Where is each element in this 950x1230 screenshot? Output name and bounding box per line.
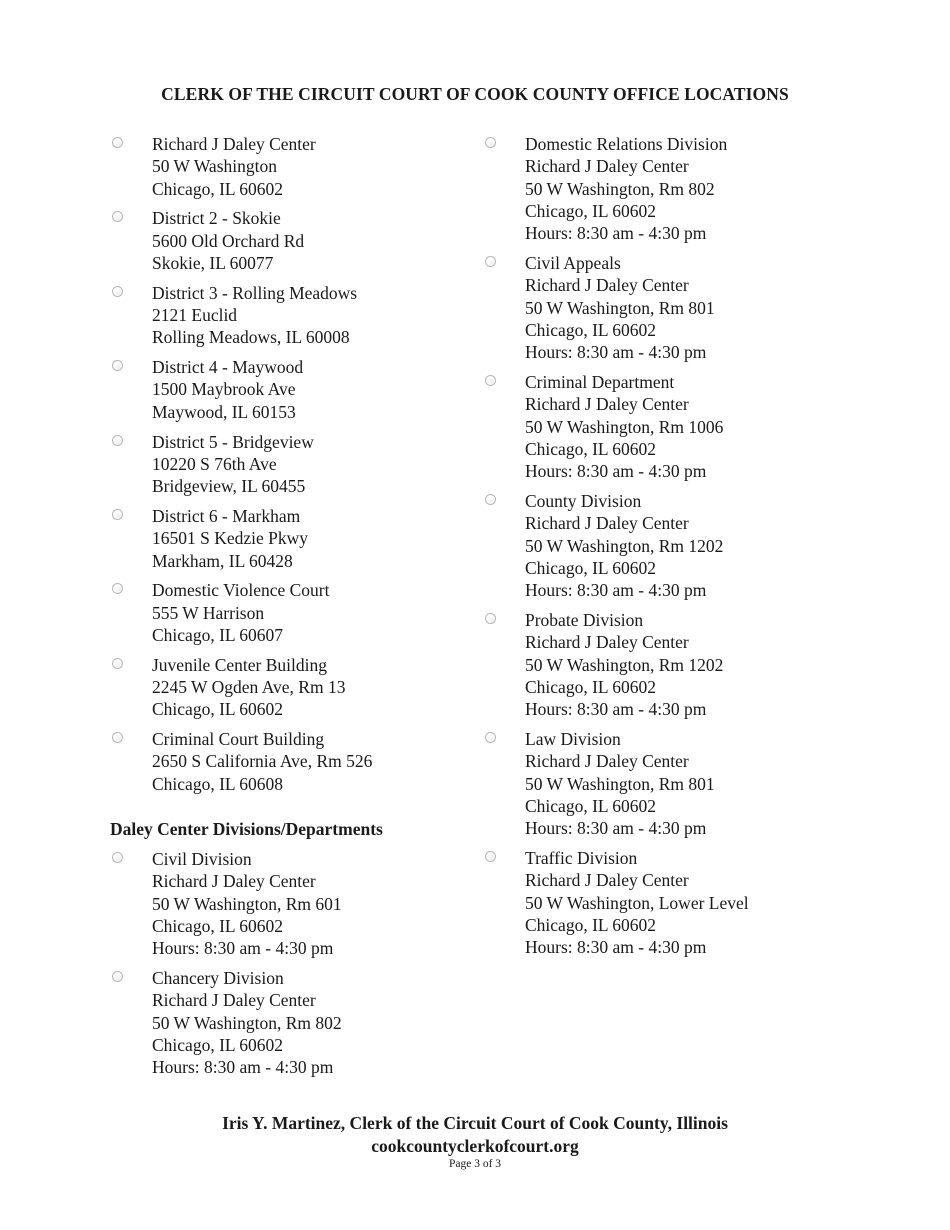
office-hours: Hours: 8:30 am - 4:30 pm xyxy=(525,699,707,720)
address-street: 50 W Washington, Rm 801 xyxy=(525,773,715,794)
address-city: Chicago, IL 60602 xyxy=(525,914,657,935)
list-item xyxy=(110,848,470,959)
section-heading: Daley Center Divisions/Departments xyxy=(110,819,383,840)
list-item xyxy=(110,356,470,423)
radio-bullet-icon xyxy=(485,732,496,743)
right-column xyxy=(483,133,883,966)
page-title: CLERK OF THE CIRCUIT COURT OF COOK COUNTY OFFICE LOCATIONS xyxy=(161,84,789,104)
location-name: Domestic Violence Court xyxy=(152,580,330,601)
list-item xyxy=(483,371,883,482)
list-item xyxy=(483,490,883,601)
building-name: Richard J Daley Center xyxy=(525,156,689,177)
location-name: Juvenile Center Building xyxy=(152,654,327,675)
address-street: 50 W Washington, Rm 1202 xyxy=(525,654,724,675)
location-name: District 5 - Bridgeview xyxy=(152,431,314,452)
address-street: 50 W Washington, Rm 802 xyxy=(152,1012,342,1033)
address-city: Chicago, IL 60602 xyxy=(525,200,657,221)
building-name: Richard J Daley Center xyxy=(152,871,316,892)
list-item xyxy=(110,133,470,200)
office-hours: Hours: 8:30 am - 4:30 pm xyxy=(152,1057,334,1078)
list-item xyxy=(110,505,470,572)
radio-bullet-icon xyxy=(485,256,496,267)
list-item xyxy=(483,252,883,363)
address-city: Markham, IL 60428 xyxy=(152,550,293,571)
division-name: Traffic Division xyxy=(525,847,638,868)
address-city: Chicago, IL 60602 xyxy=(152,178,284,199)
radio-bullet-icon xyxy=(112,286,123,297)
list-item xyxy=(110,967,470,1078)
list-item xyxy=(110,654,470,721)
address-street: 50 W Washington, Rm 601 xyxy=(152,893,342,914)
list-item xyxy=(110,728,470,795)
building-name: Richard J Daley Center xyxy=(525,513,689,534)
address-street: 2650 S California Ave, Rm 526 xyxy=(152,751,373,772)
left-column xyxy=(110,133,470,1086)
radio-bullet-icon xyxy=(112,732,123,743)
location-name: District 6 - Markham xyxy=(152,505,301,526)
radio-bullet-icon xyxy=(112,509,123,520)
address-city: Chicago, IL 60602 xyxy=(525,319,657,340)
division-name: County Division xyxy=(525,490,642,511)
list-item xyxy=(483,133,883,244)
division-name: Chancery Division xyxy=(152,968,284,988)
radio-bullet-icon xyxy=(112,360,123,371)
list-item xyxy=(110,431,470,498)
location-list xyxy=(110,133,470,795)
building-name: Richard J Daley Center xyxy=(525,275,689,296)
list-item xyxy=(110,207,470,274)
radio-bullet-icon xyxy=(485,613,496,624)
location-name: District 4 - Maywood xyxy=(152,357,304,378)
radio-bullet-icon xyxy=(112,137,123,148)
location-name: District 3 - Rolling Meadows xyxy=(152,282,358,303)
address-city: Chicago, IL 60602 xyxy=(152,1034,284,1055)
building-name: Richard J Daley Center xyxy=(525,632,689,653)
division-name: Domestic Relations Division xyxy=(525,134,728,154)
list-item xyxy=(483,728,883,839)
address-city: Chicago, IL 60602 xyxy=(525,676,657,697)
division-name: Probate Division xyxy=(525,609,644,630)
address-city: Chicago, IL 60607 xyxy=(152,624,284,645)
address-street: 2245 W Ogden Ave, Rm 13 xyxy=(152,677,346,698)
radio-bullet-icon xyxy=(485,494,496,505)
address-street: 50 W Washington, Rm 1006 xyxy=(525,416,724,437)
location-name: Criminal Court Building xyxy=(152,729,325,750)
radio-bullet-icon xyxy=(112,435,123,446)
address-city: Rolling Meadows, IL 60008 xyxy=(152,327,350,348)
address-street: 16501 S Kedzie Pkwy xyxy=(152,528,309,549)
office-hours: Hours: 8:30 am - 4:30 pm xyxy=(525,580,707,601)
division-name: Civil Appeals xyxy=(525,252,621,273)
building-name: Richard J Daley Center xyxy=(152,990,316,1011)
radio-bullet-icon xyxy=(112,658,123,669)
address-street: 5600 Old Orchard Rd xyxy=(152,230,305,251)
address-city: Chicago, IL 60602 xyxy=(525,438,657,459)
division-list xyxy=(110,848,470,1078)
address-street: 50 W Washington, Lower Level xyxy=(525,892,749,913)
location-name: Richard J Daley Center xyxy=(152,134,316,154)
radio-bullet-icon xyxy=(112,211,123,222)
address-street: 50 W Washington, Rm 1202 xyxy=(525,535,724,556)
list-item xyxy=(483,609,883,720)
page-number: Page 3 of 3 xyxy=(448,1158,502,1170)
office-hours: Hours: 8:30 am - 4:30 pm xyxy=(525,937,707,958)
address-city: Chicago, IL 60602 xyxy=(525,557,657,578)
radio-bullet-icon xyxy=(112,583,123,594)
address-city: Bridgeview, IL 60455 xyxy=(152,476,306,497)
office-hours: Hours: 8:30 am - 4:30 pm xyxy=(525,223,707,244)
address-street: 50 W Washington, Rm 802 xyxy=(525,178,715,199)
radio-bullet-icon xyxy=(485,375,496,386)
list-item xyxy=(110,579,470,646)
footer-clerk-name: Iris Y. Martinez, Clerk of the Circuit Court of Cook County, Illinois xyxy=(222,1113,728,1133)
building-name: Richard J Daley Center xyxy=(525,870,689,891)
list-item xyxy=(110,282,470,349)
radio-bullet-icon xyxy=(112,971,123,982)
address-city: Maywood, IL 60153 xyxy=(152,401,296,422)
division-name: Criminal Department xyxy=(525,371,675,392)
footer-website: cookcountyclerkofcourt.org xyxy=(371,1136,579,1156)
address-street: 10220 S 76th Ave xyxy=(152,453,277,474)
address-city: Skokie, IL 60077 xyxy=(152,252,274,273)
address-city: Chicago, IL 60602 xyxy=(152,915,284,936)
location-name: District 2 - Skokie xyxy=(152,208,281,229)
building-name: Richard J Daley Center xyxy=(525,751,689,772)
address-street: 50 W Washington xyxy=(152,156,277,177)
address-street: 50 W Washington, Rm 801 xyxy=(525,297,715,318)
division-list xyxy=(483,133,883,958)
address-city: Chicago, IL 60602 xyxy=(525,795,657,816)
radio-bullet-icon xyxy=(485,137,496,148)
address-street: 555 W Harrison xyxy=(152,602,265,623)
list-item xyxy=(483,847,883,958)
office-hours: Hours: 8:30 am - 4:30 pm xyxy=(525,461,707,482)
building-name: Richard J Daley Center xyxy=(525,394,689,415)
address-street: 1500 Maybrook Ave xyxy=(152,379,296,400)
address-city: Chicago, IL 60608 xyxy=(152,773,284,794)
division-name: Law Division xyxy=(525,728,621,749)
address-city: Chicago, IL 60602 xyxy=(152,699,284,720)
office-hours: Hours: 8:30 am - 4:30 pm xyxy=(525,342,707,363)
office-hours: Hours: 8:30 am - 4:30 pm xyxy=(525,818,707,839)
radio-bullet-icon xyxy=(112,852,123,863)
radio-bullet-icon xyxy=(485,851,496,862)
office-hours: Hours: 8:30 am - 4:30 pm xyxy=(152,938,334,959)
address-street: 2121 Euclid xyxy=(152,305,238,326)
division-name: Civil Division xyxy=(152,849,252,870)
